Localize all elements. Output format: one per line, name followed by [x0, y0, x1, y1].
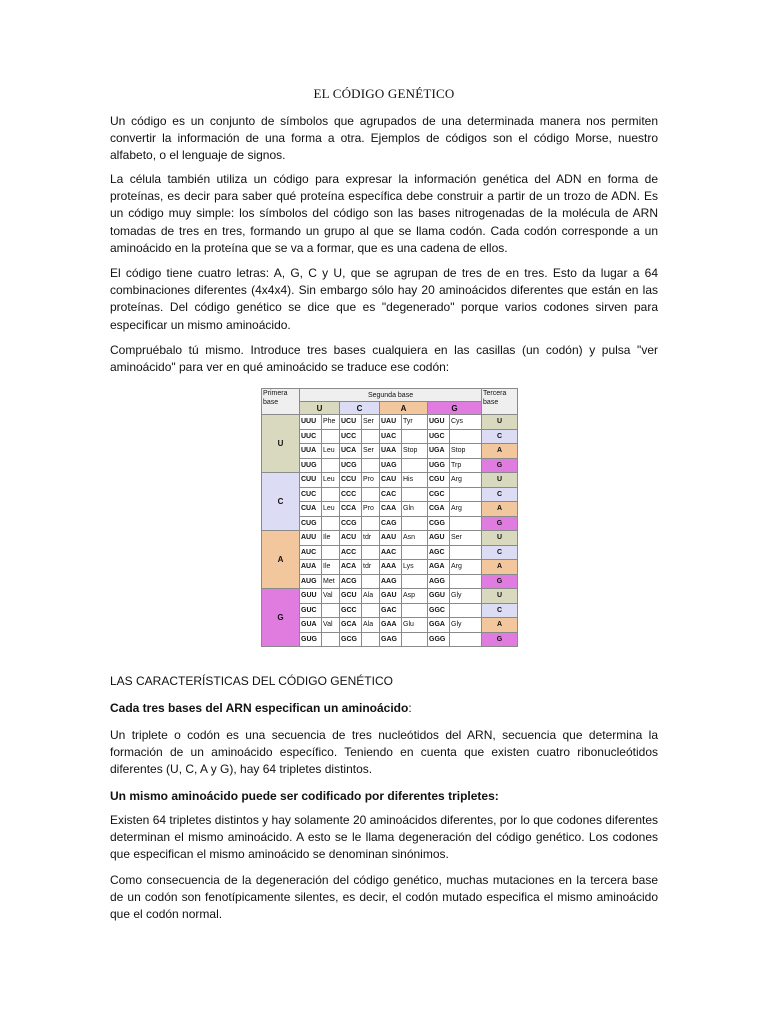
codon-cell: GGU: [428, 589, 450, 604]
amino-acid-cell: [402, 603, 428, 618]
codon-cell: GAA: [380, 618, 402, 633]
codon-cell: CAA: [380, 502, 402, 517]
subheading-text: Un mismo aminoácido puede ser codificado por diferentes tripletes:: [110, 789, 499, 803]
subheading-same-amino: [110, 788, 658, 805]
amino-acid-cell: [362, 603, 380, 618]
paragraph-text: Un código es un conjunto de símbolos que agrupados de una determinada manera nos permiten convertir la información de una forma a otra. Ejemplos de códigos son el código Morse, nuestro alfabeto, o el lenguaje de signos.: [110, 114, 658, 163]
paragraph-text: El código tiene cuatro letras: A, G, C y U, que se agrupan de tres de en tres. Esto da lugar a 64 combinaciones diferentes (4x4x4). Sin embargo sólo hay 20 aminoácidos diferentes que están en las proteínas. Del código genético se dice que es "degenerado" porque varios codones sirven para especificar un mismo aminoácido.: [110, 266, 658, 332]
codon-cell: GAG: [380, 632, 402, 647]
amino-acid-cell: [402, 632, 428, 647]
third-base-a: A: [482, 618, 518, 633]
amino-acid-cell: Tyr: [402, 415, 428, 430]
codon-cell: CUC: [300, 487, 322, 502]
amino-acid-cell: Ser: [450, 531, 482, 546]
amino-acid-cell: Val: [322, 589, 340, 604]
amino-acid-cell: [322, 545, 340, 560]
third-base-g: G: [482, 574, 518, 589]
amino-acid-cell: Pro: [362, 502, 380, 517]
amino-acid-cell: Ile: [322, 531, 340, 546]
amino-acid-cell: Ala: [362, 618, 380, 633]
amino-acid-cell: [362, 574, 380, 589]
codon-row: [262, 444, 518, 459]
third-base-a: A: [482, 444, 518, 459]
codon-cell: UAC: [380, 429, 402, 444]
codon-cell: UGG: [428, 458, 450, 473]
amino-acid-cell: [362, 632, 380, 647]
third-base-u: U: [482, 589, 518, 604]
third-base-c: C: [482, 487, 518, 502]
codon-cell: AGU: [428, 531, 450, 546]
third-base-c: C: [482, 603, 518, 618]
amino-acid-cell: tdr: [362, 531, 380, 546]
codon-cell: UUG: [300, 458, 322, 473]
amino-acid-cell: [322, 516, 340, 531]
amino-acid-cell: [450, 603, 482, 618]
amino-acid-cell: His: [402, 473, 428, 488]
paragraph-cell-code: [110, 171, 658, 257]
third-base-g: G: [482, 458, 518, 473]
codon-cell: AGC: [428, 545, 450, 560]
codon-cell: GGG: [428, 632, 450, 647]
codon-cell: UGC: [428, 429, 450, 444]
amino-acid-cell: Glu: [402, 618, 428, 633]
codon-cell: CUU: [300, 473, 322, 488]
first-base-c: C: [262, 473, 300, 531]
amino-acid-cell: Ala: [362, 589, 380, 604]
subheading-text: Cada tres bases del ARN especifican un aminoácido: [110, 701, 409, 715]
codon-cell: AAU: [380, 531, 402, 546]
codon-cell: CAG: [380, 516, 402, 531]
section-heading: LAS CARACTERÍSTICAS DEL CÓDIGO GENÉTICO: [110, 674, 393, 688]
codon-row: [262, 618, 518, 633]
page-title: EL CÓDIGO GENÉTICO: [313, 86, 455, 101]
amino-acid-cell: [322, 429, 340, 444]
codon-row: [262, 574, 518, 589]
codon-cell: AAA: [380, 560, 402, 575]
codon-cell: AUU: [300, 531, 322, 546]
amino-acid-cell: Arg: [450, 473, 482, 488]
paragraph-text: Existen 64 tripletes distintos y hay solamente 20 aminoácidos diferentes, por lo que codones diferentes determinan el mismo aminoácido. A esto se le llama degeneración del código genético. Los codones que especifican el mismo aminoácido se denominan sinónimos.: [110, 813, 658, 862]
genetic-code-table: [261, 388, 517, 646]
amino-acid-cell: Leu: [322, 502, 340, 517]
codon-cell: GCU: [340, 589, 362, 604]
codon-cell: UAG: [380, 458, 402, 473]
codon-cell: GCA: [340, 618, 362, 633]
codon-cell: UAU: [380, 415, 402, 430]
codon-table: [261, 388, 518, 647]
codon-cell: AGG: [428, 574, 450, 589]
codon-cell: CGG: [428, 516, 450, 531]
paragraph-text: Compruébalo tú mismo. Introduce tres bases cualquiera en las casillas (un codón) y pulsa "ver aminoácido" para ver en qué aminoácido se traduce ese codón:: [110, 343, 658, 375]
amino-acid-cell: Stop: [402, 444, 428, 459]
codon-cell: GUU: [300, 589, 322, 604]
amino-acid-cell: Trp: [450, 458, 482, 473]
paragraph-consequence: [110, 872, 658, 924]
codon-cell: CCC: [340, 487, 362, 502]
codon-cell: GCG: [340, 632, 362, 647]
codon-cell: AAC: [380, 545, 402, 560]
second-base-c: C: [340, 402, 380, 415]
amino-acid-cell: Leu: [322, 444, 340, 459]
paragraph-intro: [110, 113, 658, 165]
codon-row: [262, 458, 518, 473]
codon-row: [262, 429, 518, 444]
codon-row: [262, 487, 518, 502]
amino-acid-cell: [362, 487, 380, 502]
subheading-three-bases: [110, 700, 658, 717]
amino-acid-cell: Gly: [450, 589, 482, 604]
codon-cell: UUA: [300, 444, 322, 459]
codon-cell: UGU: [428, 415, 450, 430]
amino-acid-cell: Asp: [402, 589, 428, 604]
amino-acid-cell: tdr: [362, 560, 380, 575]
amino-acid-cell: Arg: [450, 560, 482, 575]
paragraph-text: La célula también utiliza un código para expresar la información genética del ADN en forma de proteínas, es decir para saber qué proteína específica debe construir a partir de un trozo de ADN. Es un código muy simple: los símbolos del código son las bases nitrogenadas de la molécula de ARN tomadas de tres en tres, formando un grupo al que se llama codón. Cada codón corresponde a un aminoácido en la proteína que se va a formar, que es una cadena de ellos.: [110, 172, 658, 255]
codon-cell: CGC: [428, 487, 450, 502]
codon-cell: GAU: [380, 589, 402, 604]
codon-row: [262, 545, 518, 560]
second-base-header: Segunda base: [300, 389, 482, 402]
paragraph-four-letters: [110, 265, 658, 334]
third-base-u: U: [482, 415, 518, 430]
codon-row: [262, 473, 518, 488]
codon-cell: CGU: [428, 473, 450, 488]
codon-cell: UCG: [340, 458, 362, 473]
paragraph-degeneration: [110, 812, 658, 864]
codon-cell: GUA: [300, 618, 322, 633]
first-base-g: G: [262, 589, 300, 647]
second-base-g: G: [428, 402, 482, 415]
amino-acid-cell: Ser: [362, 415, 380, 430]
codon-cell: GAC: [380, 603, 402, 618]
amino-acid-cell: [322, 603, 340, 618]
third-base-c: C: [482, 545, 518, 560]
codon-cell: CUA: [300, 502, 322, 517]
third-base-u: U: [482, 531, 518, 546]
second-base-u: U: [300, 402, 340, 415]
codon-cell: CGA: [428, 502, 450, 517]
amino-acid-cell: [450, 574, 482, 589]
codon-cell: ACG: [340, 574, 362, 589]
codon-cell: UCC: [340, 429, 362, 444]
amino-acid-cell: [402, 487, 428, 502]
amino-acid-cell: Gly: [450, 618, 482, 633]
amino-acid-cell: Leu: [322, 473, 340, 488]
codon-cell: AGA: [428, 560, 450, 575]
amino-acid-cell: Gln: [402, 502, 428, 517]
paragraph-text: Un triplete o codón es una secuencia de tres nucleótidos del ARN, secuencia que determina la formación de un aminoácido específico. Teniendo en cuenta que existen cuatro ribonucleótidos diferentes (U, C, A y G), hay 64 tripletes distintos.: [110, 728, 658, 777]
codon-row: [262, 415, 518, 430]
amino-acid-cell: [322, 632, 340, 647]
codon-cell: UCU: [340, 415, 362, 430]
amino-acid-cell: Met: [322, 574, 340, 589]
codon-row: [262, 502, 518, 517]
amino-acid-cell: Ser: [362, 444, 380, 459]
codon-cell: UUC: [300, 429, 322, 444]
amino-acid-cell: Stop: [450, 444, 482, 459]
amino-acid-cell: [450, 545, 482, 560]
amino-acid-cell: [362, 429, 380, 444]
amino-acid-cell: Lys: [402, 560, 428, 575]
amino-acid-cell: [402, 516, 428, 531]
amino-acid-cell: Ile: [322, 560, 340, 575]
codon-cell: AUG: [300, 574, 322, 589]
paragraph-triplet: [110, 727, 658, 779]
amino-acid-cell: [402, 429, 428, 444]
amino-acid-cell: [402, 574, 428, 589]
codon-row: [262, 516, 518, 531]
codon-cell: ACA: [340, 560, 362, 575]
amino-acid-cell: [450, 487, 482, 502]
codon-cell: AUC: [300, 545, 322, 560]
amino-acid-cell: [402, 458, 428, 473]
codon-cell: GUG: [300, 632, 322, 647]
amino-acid-cell: [450, 632, 482, 647]
codon-cell: UUU: [300, 415, 322, 430]
codon-row: [262, 589, 518, 604]
amino-acid-cell: Val: [322, 618, 340, 633]
codon-cell: CUG: [300, 516, 322, 531]
amino-acid-cell: [362, 516, 380, 531]
amino-acid-cell: [362, 545, 380, 560]
third-base-u: U: [482, 473, 518, 488]
amino-acid-cell: Pro: [362, 473, 380, 488]
subheading-suffix: :: [408, 701, 412, 715]
codon-cell: CAU: [380, 473, 402, 488]
codon-cell: GCC: [340, 603, 362, 618]
third-base-a: A: [482, 502, 518, 517]
third-base-g: G: [482, 516, 518, 531]
amino-acid-cell: [362, 458, 380, 473]
amino-acid-cell: Arg: [450, 502, 482, 517]
amino-acid-cell: [402, 545, 428, 560]
amino-acid-cell: [322, 487, 340, 502]
codon-cell: UGA: [428, 444, 450, 459]
second-base-a: A: [380, 402, 428, 415]
amino-acid-cell: [450, 516, 482, 531]
codon-cell: UCA: [340, 444, 362, 459]
codon-cell: GGA: [428, 618, 450, 633]
amino-acid-cell: [322, 458, 340, 473]
codon-cell: GGC: [428, 603, 450, 618]
codon-cell: AAG: [380, 574, 402, 589]
amino-acid-cell: [450, 429, 482, 444]
codon-cell: ACU: [340, 531, 362, 546]
amino-acid-cell: Cys: [450, 415, 482, 430]
third-base-a: A: [482, 560, 518, 575]
codon-cell: CCG: [340, 516, 362, 531]
codon-cell: AUA: [300, 560, 322, 575]
codon-row: [262, 560, 518, 575]
first-base-u: U: [262, 415, 300, 473]
codon-cell: UAA: [380, 444, 402, 459]
codon-cell: ACC: [340, 545, 362, 560]
third-base-g: G: [482, 632, 518, 647]
codon-cell: CCU: [340, 473, 362, 488]
first-base-header: Primera base: [262, 389, 300, 415]
first-base-a: A: [262, 531, 300, 589]
codon-cell: GUC: [300, 603, 322, 618]
codon-row: [262, 603, 518, 618]
paragraph-try-it: [110, 342, 658, 376]
amino-acid-cell: Phe: [322, 415, 340, 430]
paragraph-text: Como consecuencia de la degeneración del código genético, muchas mutaciones en la tercera base de un codón son fenotípicamente silentes, es decir, el codón mutado especifica el mismo aminoácido que el codón normal.: [110, 873, 658, 922]
codon-cell: CAC: [380, 487, 402, 502]
codon-row: [262, 632, 518, 647]
amino-acid-cell: Asn: [402, 531, 428, 546]
third-base-c: C: [482, 429, 518, 444]
third-base-header: Tercera base: [482, 389, 518, 415]
codon-row: [262, 531, 518, 546]
codon-cell: CCA: [340, 502, 362, 517]
